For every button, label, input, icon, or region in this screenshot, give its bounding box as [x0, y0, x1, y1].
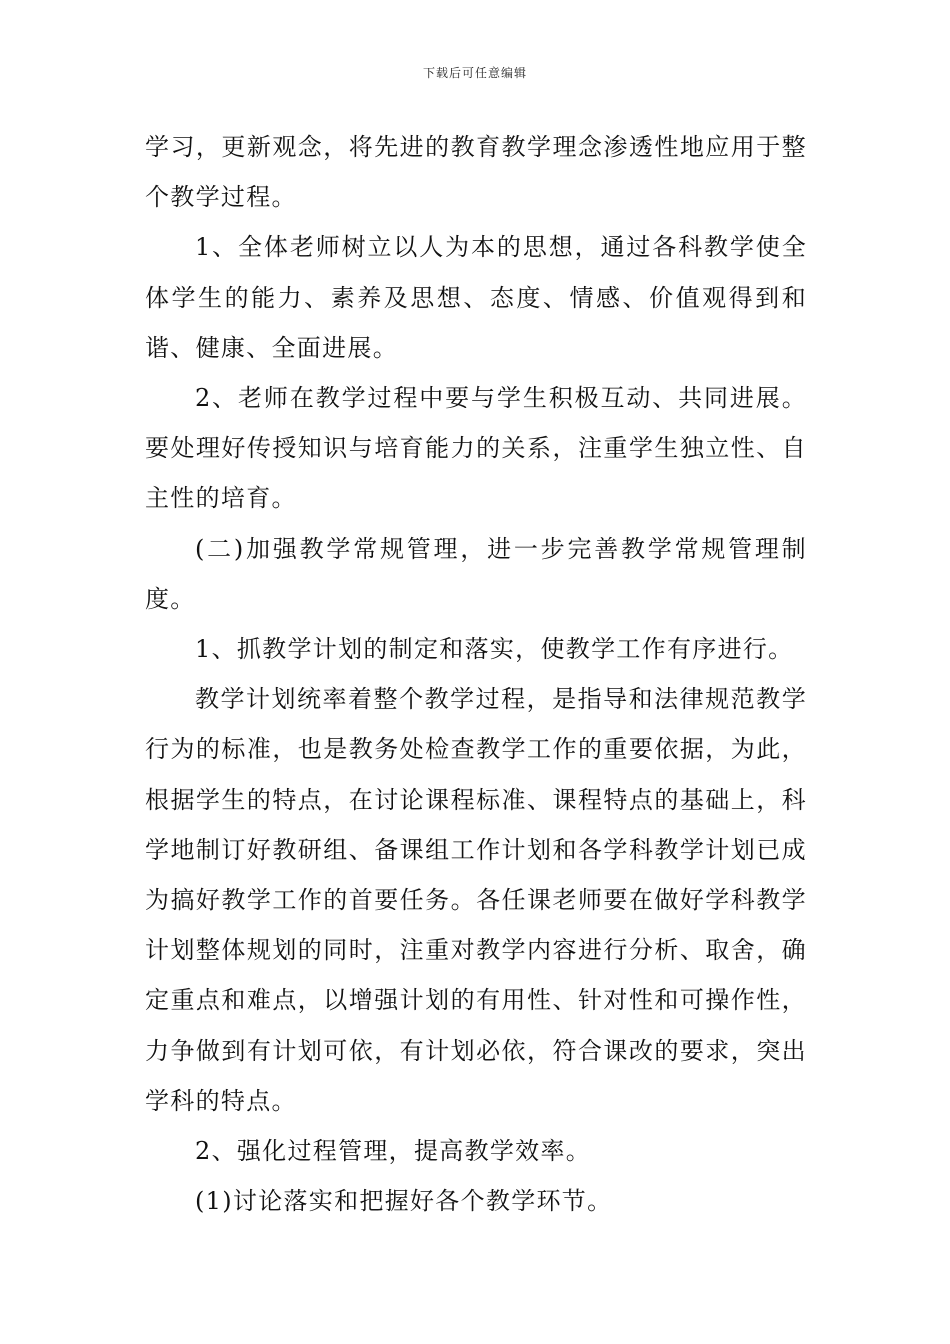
- paragraph: 1、抓教学计划的制定和落实，使教学工作有序进行。: [195, 635, 794, 664]
- document-body: [145, 122, 807, 1226]
- paragraph: 学习，更新观念，将先进的教育教学理念渗透性地应用于整个教学过程。: [145, 133, 807, 212]
- paragraph: 2、强化过程管理，提高教学效率。: [195, 1137, 592, 1166]
- paragraph: 教学计划统率着整个教学过程，是指导和法律规范教学行为的标准，也是教务处检查教学工作的重要依据，为此，根据学生的特点，在讨论课程标准、课程特点的基础上，科学地制订好教研组、备课组工作计划和各学科教学计划已成为搞好教学工作的首要任务。各任课老师要在做好学科教学计划整体规划的同时，注重对教学内容进行分析、取舍，确定重点和难点，以增强计划的有用性、针对性和可操作性，力争做到有计划可依，有计划必依，符合课改的要求，突出学科的特点。: [145, 685, 807, 1115]
- paragraph: 1、全体老师树立以人为本的思想，通过各科教学使全体学生的能力、素养及思想、态度、情感、价值观得到和谐、健康、全面进展。: [145, 233, 807, 362]
- section-heading: (二)加强教学常规管理，进一步完善教学常规管理制度。: [145, 534, 807, 613]
- paragraph: (1)讨论落实和把握好各个教学环节。: [195, 1187, 613, 1216]
- page-header: 下载后可任意编辑: [422, 66, 527, 80]
- paragraph: 2、老师在教学过程中要与学生积极互动、共同进展。要处理好传授知识与培育能力的关系，注重学生独立性、自主性的培育。: [145, 384, 807, 513]
